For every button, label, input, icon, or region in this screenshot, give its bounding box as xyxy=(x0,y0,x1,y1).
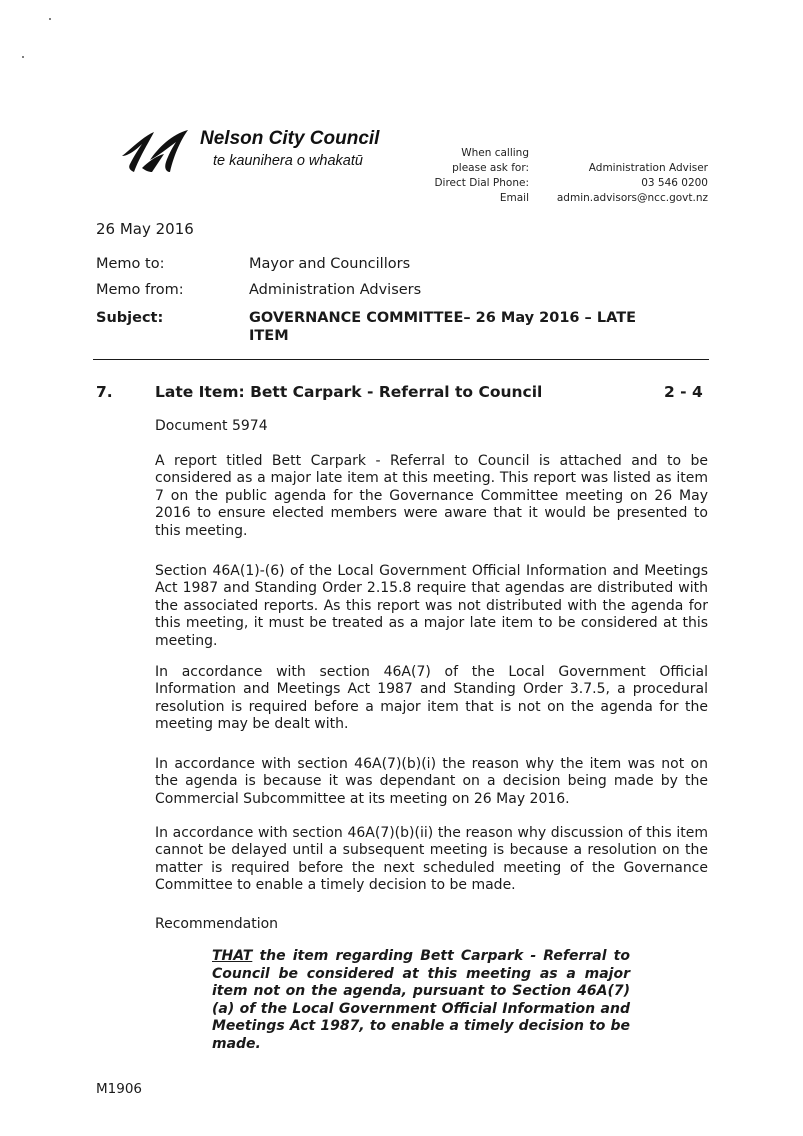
email-value: admin.advisors@ncc.govt.nz xyxy=(556,192,708,204)
document-reference: Document 5974 xyxy=(155,418,268,434)
council-logo-mark xyxy=(116,126,198,182)
logo-glyph-icon xyxy=(116,126,198,178)
item-pages: 2 - 4 xyxy=(664,383,703,401)
paragraph-2: Section 46A(1)-(6) of the Local Government Official Information and Meetings Act 1987 and Standing Order 2.15.8 require that agendas are distributed with the associated reports. As this report was not distributed with the agenda for this meeting, it must be treated as a major late item to be considered at this meeting. xyxy=(155,563,708,649)
item-title: Late Item: Bett Carpark - Referral to Council xyxy=(155,383,543,401)
memo-from-value: Administration Advisers xyxy=(249,282,422,298)
header-divider xyxy=(93,359,709,360)
org-tagline: te kaunihera o whakatū xyxy=(213,153,363,169)
recommendation-lead: THAT xyxy=(212,948,253,964)
memo-to-label: Memo to: xyxy=(96,256,165,272)
memo-subject-line-2: ITEM xyxy=(249,328,289,344)
phone-label: Direct Dial Phone: xyxy=(434,177,529,189)
memo-subject-label: Subject: xyxy=(96,310,164,326)
paragraph-3: In accordance with section 46A(7) of the Local Government Official Information and Meetings Act 1987 and Standing Order 3.7.5, a procedural resolution is required before a major item that is not on the agenda for the meeting may be dealt with. xyxy=(155,664,708,733)
item-number: 7. xyxy=(96,383,113,401)
paragraph-1: A report titled Bett Carpark - Referral to Council is attached and to be considered as a major late item at this meeting. This report was listed as item 7 on the public agenda for the Governance Committee meeting on 26 May 2016 to ensure elected members were aware that it would be presented to this meeting. xyxy=(155,453,708,539)
email-label: Email xyxy=(499,192,529,204)
paragraph-4: In accordance with section 46A(7)(b)(i) the reason why the item was not on the agenda is because it was dependant on a decision being made by the Commercial Subcommittee at its meeting on 26 May 2016. xyxy=(155,756,708,807)
paragraph-5: In accordance with section 46A(7)(b)(ii) the reason why discussion of this item cannot be delayed until a subsequent meeting is because a resolution on the matter is required before the next scheduled meeting of the Governance Committee to enable a timely decision to be made. xyxy=(155,825,708,894)
recommendation-body: the item regarding Bett Carpark - Referral to Council be considered at this meeting as a major item not on the agenda, pursuant to Section 46A(7)(a) of the Local Government Official Information and Meetings Act 1987, to enable a timely decision to be made. xyxy=(212,948,630,1052)
recommendation-resolution xyxy=(212,948,630,1054)
calling-label-1: When calling xyxy=(461,147,529,159)
calling-value: Administration Adviser xyxy=(588,162,708,174)
contact-values xyxy=(540,161,708,206)
contact-labels xyxy=(400,146,529,206)
scan-speck xyxy=(49,18,51,20)
scan-speck xyxy=(22,56,24,58)
memo-subject-line-1: GOVERNANCE COMMITTEE– 26 May 2016 – LATE xyxy=(249,310,636,326)
org-name: Nelson City Council xyxy=(200,128,380,149)
phone-value: 03 546 0200 xyxy=(641,177,708,189)
recommendation-heading: Recommendation xyxy=(155,916,279,932)
calling-label-2: please ask for: xyxy=(452,162,529,174)
memo-date: 26 May 2016 xyxy=(96,220,194,238)
memo-to-value: Mayor and Councillors xyxy=(249,256,411,272)
memo-from-label: Memo from: xyxy=(96,282,184,298)
footer-reference: M1906 xyxy=(96,1081,143,1097)
